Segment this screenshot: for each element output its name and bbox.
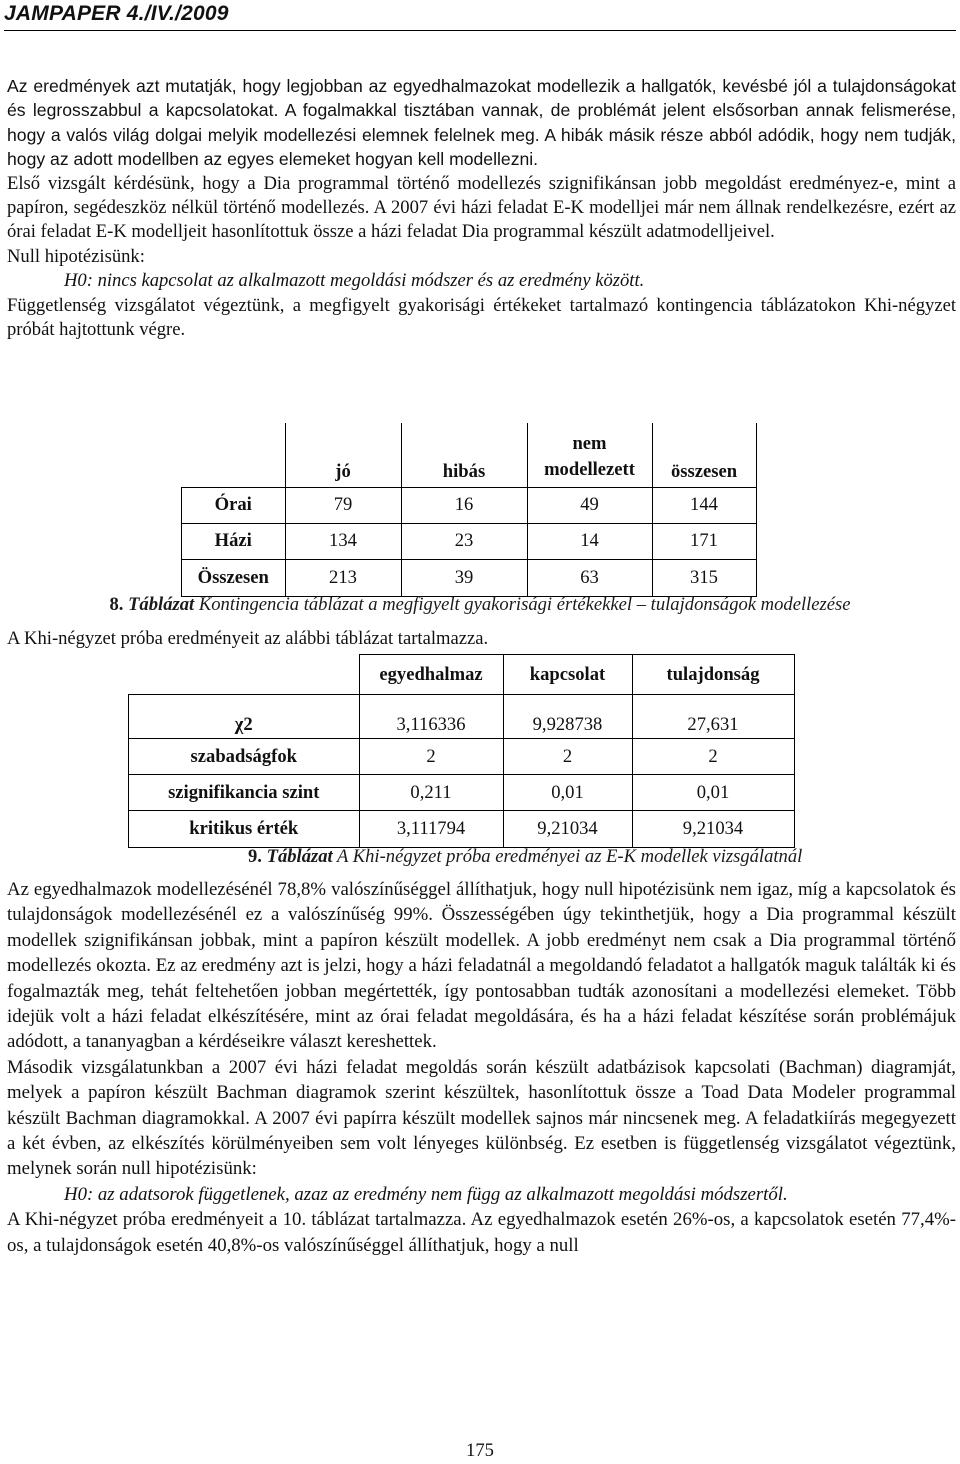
table9-row-label: szignifikancia szint bbox=[129, 775, 360, 811]
table8-row-label: Házi bbox=[182, 523, 286, 559]
null-hypothesis-1: H0: nincs kapcsolat az alkalmazott megoldási módszer és az eredmény között. bbox=[64, 270, 645, 292]
table8-header-good: jó bbox=[285, 423, 401, 487]
table9-cell: 0,01 bbox=[503, 775, 632, 811]
table-row bbox=[129, 775, 795, 811]
table8-cell: 23 bbox=[401, 523, 527, 559]
table-row bbox=[182, 487, 757, 523]
table9-caption-text: A Khi-négyzet próba eredményei az E-K modellek vizsgálatnál bbox=[337, 846, 803, 867]
table8-row-label: Órai bbox=[182, 487, 286, 523]
table9-row-label: kritikus érték bbox=[129, 811, 360, 848]
intro-paragraph-2: Első vizsgált kérdésünk, hogy a Dia programmal történő modellezés szignifikánsan jobb megoldást eredményez-e, mint a papíron, segédeszköz nélkül történő modellezés. A 2007 évi házi feladat E-K modelljei már nem állnak rendelkezésre, ezért az órai feladat E-K modelljeit hasonlítottuk össze a házi feladat Dia programmal készült adatmodelljeivel. bbox=[7, 172, 956, 243]
results-section bbox=[7, 877, 956, 1258]
khi-square-table bbox=[128, 654, 795, 848]
table9-intro bbox=[7, 627, 956, 651]
table8-cell: 49 bbox=[527, 487, 652, 523]
table-row bbox=[129, 811, 795, 848]
header-rule bbox=[4, 30, 956, 31]
results-paragraph-2: Második vizsgálatunkban a 2007 évi házi feladat megoldás során készült adatbázisok kapcsolati (Bachman) diagramját, melyek a papíron készült Bachman diagramok szerint készültek, hasonlítottuk össze a Toad Data Modeler programmal készült Bachman diagramokkal. A 2007 évi papírra készült modellek sajnos már nincsenek meg. A feladatkiírás megegyezett a két évben, az elkészítés körülményeiben sem volt lényeges különbség. Ez esetben is függetlenség vizsgálatot végeztünk, melynek során null hipotézisünk: bbox=[7, 1056, 956, 1180]
table8-cell: 63 bbox=[527, 559, 652, 596]
table8-caption bbox=[0, 594, 960, 616]
journal-header: JAMPAPER 4./IV./2009 bbox=[4, 2, 229, 25]
table9-cell: 0,211 bbox=[359, 775, 503, 811]
table8-caption-label: Táblázat bbox=[128, 594, 195, 615]
table9-cell: 9,21034 bbox=[503, 811, 632, 848]
table-row bbox=[182, 559, 757, 596]
table8-cell: 134 bbox=[285, 523, 401, 559]
table9-cell: 9,928738 bbox=[503, 695, 632, 739]
page-number: 175 bbox=[466, 1440, 494, 1461]
null-hypothesis-label: Null hipotézisünk: bbox=[7, 245, 145, 267]
null-hypothesis-2: H0: az adatsorok függetlenek, azaz az eredmény nem függ az alkalmazott megoldási módszertől. bbox=[64, 1183, 788, 1205]
table8-cell: 16 bbox=[401, 487, 527, 523]
results-paragraph-1: Az egyedhalmazok modellezésénél 78,8% valószínűséggel állíthatjuk, hogy null hipotézisünk nem igaz, míg a kapcsolatok és tulajdonságok modellezésénél ez a valószínűség 99%. Összességében úgy tekinthetjük, hogy a Dia programmal készült modellek szignifikánsan jobbak, mint a papíron készült modellek. A jobb eredményt nem csak a Dia programmal történő modellezés okozta. Ez az eredmény azt is jelzi, hogy a házi feladatnál a megoldandó feladatot a hallgatók maguk találták ki és fogalmazták meg, tehát feltehetően jobban megértették, így pontosabban tudták azonosítani a modellezési elemeket. Több idejük volt a házi feladat elkészítésére, mint az órai feladat megoldására, és ha a házi feladat készítése során problémájuk adódott, a tananyagban a kérdéseikre választ kereshettek. bbox=[7, 879, 956, 1053]
intro-paragraph-4: Függetlenség vizsgálatot végeztünk, a megfigyelt gyakorisági értékeket tartalmazó kontingencia táblázatokon Khi-négyzet próbát hajtottunk végre. bbox=[7, 294, 956, 341]
table8-cell: 39 bbox=[401, 559, 527, 596]
table9-row-label: χ2 bbox=[129, 695, 360, 739]
table9-cell: 2 bbox=[632, 739, 794, 775]
results-paragraph-3: A Khi-négyzet próba eredményeit a 10. táblázat tartalmazza. Az egyedhalmazok esetén 26%-os, a kapcsolatok esetén 77,4%-os, a tulajdonságok esetén 40,8%-os valószínűséggel állíthatjuk, hogy a null bbox=[7, 1209, 956, 1256]
table8-header-wrong: hibás bbox=[401, 423, 527, 487]
table8-caption-text: Kontingencia táblázat a megfigyelt gyakorisági értékekkel – tulajdonságok modellezése bbox=[198, 594, 851, 615]
table9-cell: 2 bbox=[359, 739, 503, 775]
table8-caption-number: 8. bbox=[109, 594, 124, 615]
table9-cell: 0,01 bbox=[632, 775, 794, 811]
table8-cell: 14 bbox=[527, 523, 652, 559]
table8-cell: 213 bbox=[285, 559, 401, 596]
table9-caption-label: Táblázat bbox=[266, 846, 333, 867]
table8-row-label: Összesen bbox=[182, 559, 286, 596]
table-row bbox=[129, 739, 795, 775]
table9-caption bbox=[248, 846, 802, 868]
intro-paragraph-1: Az eredmények azt mutatják, hogy legjobban az egyedhalmazokat modellezik a hallgatók, kevésbé jól a tulajdonságokat és legrosszabbul a kapcsolatokat. A fogalmakkal tisztában vannak, de problémát jelent elsősorban annak felismerése, hogy a valós világ dolgai melyik modellezési elemnek felelnek meg. A hibák másik része abból adódik, hogy nem tudják, hogy az adott modellben az egyes elemeket hogyan kell modellezni. bbox=[7, 76, 956, 170]
table8-cell: 79 bbox=[285, 487, 401, 523]
table9-cell: 27,631 bbox=[632, 695, 794, 739]
table9-header-entity-set: egyedhalmaz bbox=[359, 655, 503, 695]
contingency-table bbox=[181, 423, 757, 597]
table9-cell: 3,111794 bbox=[359, 811, 503, 848]
table9-caption-number: 9. bbox=[248, 846, 262, 867]
table8-cell: 315 bbox=[652, 559, 756, 596]
table9-header-attribute: tulajdonság bbox=[632, 655, 794, 695]
intro-section bbox=[7, 74, 956, 342]
table9-intro-text: A Khi-négyzet próba eredményeit az alábbi táblázat tartalmazza. bbox=[7, 628, 489, 649]
table9-header-relationship: kapcsolat bbox=[503, 655, 632, 695]
table9-cell: 3,116336 bbox=[359, 695, 503, 739]
table9-cell: 9,21034 bbox=[632, 811, 794, 848]
table-row bbox=[129, 695, 795, 739]
table9-cell: 2 bbox=[503, 739, 632, 775]
table8-cell: 144 bbox=[652, 487, 756, 523]
table8-cell: 171 bbox=[652, 523, 756, 559]
table8-header-total: összesen bbox=[652, 423, 756, 487]
table9-row-label: szabadságfok bbox=[129, 739, 360, 775]
table8-header-not-modelled: nem modellezett bbox=[527, 423, 652, 487]
table-row bbox=[182, 523, 757, 559]
